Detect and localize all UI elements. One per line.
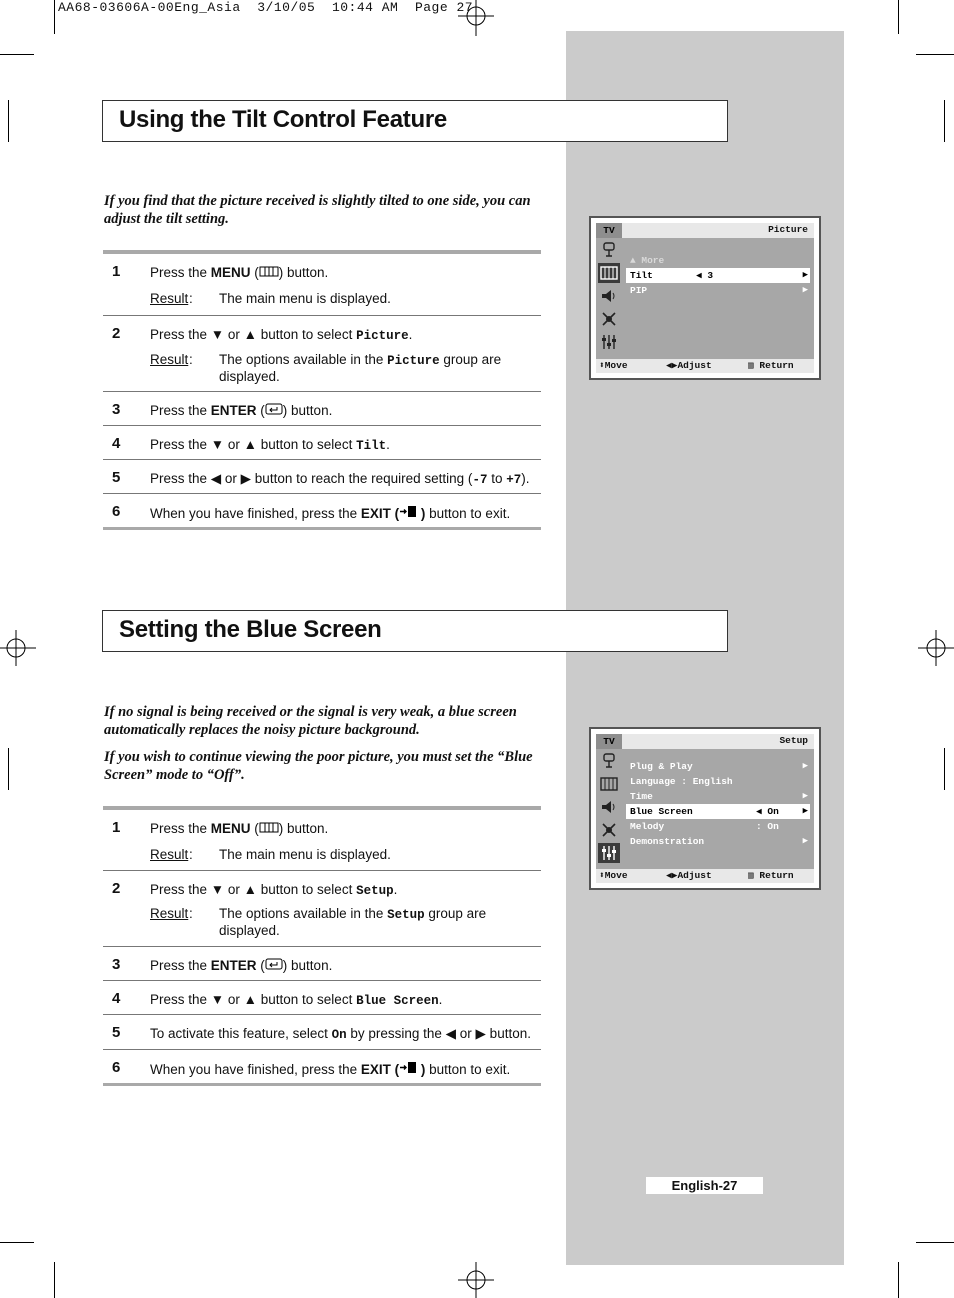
step-text: Press the ▼ or ▲ button to select Blue Screen.: [150, 992, 443, 1008]
step-number: 1: [112, 263, 121, 280]
step-row: [103, 810, 541, 871]
step-text: Press the MENU ( ) button.: [150, 821, 329, 836]
step-number: 4: [112, 990, 121, 1007]
move-hint: ⬍Move: [599, 360, 628, 371]
input-icon: [598, 240, 620, 260]
step-row: [103, 460, 541, 494]
page-number: English-27: [646, 1177, 763, 1194]
crop-mark: [898, 1262, 899, 1298]
picture-icon: [598, 774, 620, 794]
input-icon: [598, 751, 620, 771]
exit-button-icon: [399, 1061, 417, 1074]
step-row: [103, 494, 541, 527]
menu-button-icon: [259, 822, 279, 833]
step-row: [103, 1015, 541, 1050]
step-row: [103, 426, 541, 460]
channel-icon: [598, 309, 620, 329]
section-title: Setting the Blue Screen: [119, 616, 382, 643]
menu-row[interactable]: Language : English: [630, 776, 733, 787]
tv-menu-screen-setup: [589, 727, 821, 890]
step-text: Press the ENTER ( ) button.: [150, 958, 333, 973]
step-text: Press the ▼ or ▲ button to select Tilt.: [150, 437, 390, 453]
menu-row[interactable]: Plug & Play ▶: [630, 761, 808, 772]
picture-icon: [598, 263, 620, 283]
step-text: When you have finished, press the EXIT ( ) button to exit.: [150, 506, 511, 521]
step-text: Press the ◀ or ▶ button to reach the required setting (-7 to +7).: [150, 471, 530, 487]
crop-mark: [916, 1242, 954, 1243]
menu-icon-column: [596, 749, 622, 869]
result-colon: :: [189, 352, 193, 367]
crop-mark: [944, 748, 945, 790]
menu-row-selected[interactable]: Tilt ◀ 3 ▶: [626, 268, 810, 283]
registration-mark-icon: [458, 0, 494, 36]
menu-bottom-bar: [596, 869, 814, 883]
step-number: 1: [112, 819, 121, 836]
crop-mark: [8, 748, 9, 790]
menu-list: [626, 759, 810, 849]
crop-mark: [944, 100, 945, 142]
crop-mark: [54, 1262, 55, 1298]
menu-icon-column: [596, 238, 622, 359]
step-text: Press the ENTER ( ) button.: [150, 403, 333, 418]
print-slug: AA68-03606A-00Eng_Asia 3/10/05 10:44 AM Page 27: [58, 0, 474, 15]
step-number: 5: [112, 1024, 121, 1041]
step-row: [103, 981, 541, 1015]
step-text: When you have finished, press the EXIT ( ) button to exit.: [150, 1062, 511, 1077]
step-text: Press the ▼ or ▲ button to select Picture.: [150, 327, 413, 343]
menu-row[interactable]: ▲ More: [630, 255, 665, 266]
menu-top-bar: [596, 734, 814, 749]
crop-mark: [0, 1242, 34, 1243]
section-title: Using the Tilt Control Feature: [119, 106, 447, 133]
exit-button-icon: [399, 505, 417, 518]
steps-table: [103, 806, 541, 1086]
return-hint: ▥ Return: [748, 360, 794, 371]
result-label: Result: [150, 291, 189, 306]
adjust-hint: ◀▶Adjust: [666, 870, 712, 881]
crop-mark: [916, 54, 954, 55]
menu-row[interactable]: Demonstration ▶: [630, 836, 808, 847]
step-text: Press the MENU ( ) button.: [150, 265, 329, 280]
enter-button-icon: [265, 403, 283, 415]
result-text: The main menu is displayed.: [219, 847, 391, 862]
step-number: 2: [112, 325, 121, 342]
menu-top-bar: [596, 223, 814, 238]
registration-mark-icon: [0, 630, 36, 666]
menu-title: Setup: [779, 735, 808, 746]
step-number: 3: [112, 401, 121, 418]
result-text: The main menu is displayed.: [219, 291, 391, 306]
enter-button-icon: [265, 958, 283, 970]
step-row: [103, 947, 541, 981]
crop-mark: [898, 0, 899, 34]
result-label: Result: [150, 906, 189, 921]
step-row: [103, 1050, 541, 1083]
intro-paragraph: If you wish to continue viewing the poor picture, you must set the “Blue Screen” mode to “Off”.: [104, 749, 533, 783]
channel-icon: [598, 820, 620, 840]
crop-mark: [54, 0, 55, 34]
step-number: 6: [112, 503, 121, 520]
sound-icon: [598, 797, 620, 817]
result-colon: :: [189, 847, 193, 862]
steps-table: [103, 250, 541, 530]
step-text: To activate this feature, select On by pressing the ◀ or ▶ button.: [150, 1026, 531, 1042]
section-title-box: [102, 610, 728, 652]
menu-row[interactable]: PIP ▶: [630, 285, 808, 296]
menu-title: Picture: [768, 224, 808, 235]
step-text: Press the ▼ or ▲ button to select Setup.: [150, 882, 398, 898]
menu-list: [626, 253, 810, 298]
menu-row[interactable]: Time ▶: [630, 791, 808, 802]
step-row: [103, 254, 541, 316]
step-row: [103, 392, 541, 426]
menu-bottom-bar: [596, 359, 814, 373]
registration-mark-icon: [458, 1262, 494, 1298]
step-number: 6: [112, 1059, 121, 1076]
intro-text: [104, 703, 544, 793]
registration-mark-icon: [918, 630, 954, 666]
section-title-box: [102, 100, 728, 142]
result-colon: :: [189, 291, 193, 306]
menu-button-icon: [259, 266, 279, 277]
return-hint: ▥ Return: [748, 870, 794, 881]
crop-mark: [0, 54, 34, 55]
intro-paragraph: If you find that the picture received is slightly tilted to one side, you can adjust the tilt setting.: [104, 193, 531, 227]
result-text: The options available in the Picture group are displayed.: [219, 352, 502, 384]
step-number: 5: [112, 469, 121, 486]
tv-tag: TV: [596, 734, 622, 749]
tv-tag: TV: [596, 223, 622, 238]
result-text: The options available in the Setup group are displayed.: [219, 906, 487, 938]
menu-row-selected[interactable]: Blue Screen ◀ On ▶: [626, 804, 810, 819]
setup-icon: [598, 843, 620, 863]
step-number: 3: [112, 956, 121, 973]
result-label: Result: [150, 352, 189, 367]
step-row: [103, 871, 541, 947]
step-number: 2: [112, 880, 121, 897]
tv-menu-screen-picture: [589, 216, 821, 380]
move-hint: ⬍Move: [599, 870, 628, 881]
result-label: Result: [150, 847, 189, 862]
setup-icon: [598, 332, 620, 352]
menu-row[interactable]: Melody : On: [630, 821, 779, 832]
crop-mark: [8, 100, 9, 142]
intro-text: [104, 192, 544, 237]
intro-paragraph: If no signal is being received or the signal is very weak, a blue screen automatically replaces the noisy picture background.: [104, 704, 517, 738]
sound-icon: [598, 286, 620, 306]
step-number: 4: [112, 435, 121, 452]
result-colon: :: [189, 906, 193, 921]
step-row: [103, 316, 541, 392]
adjust-hint: ◀▶Adjust: [666, 360, 712, 371]
